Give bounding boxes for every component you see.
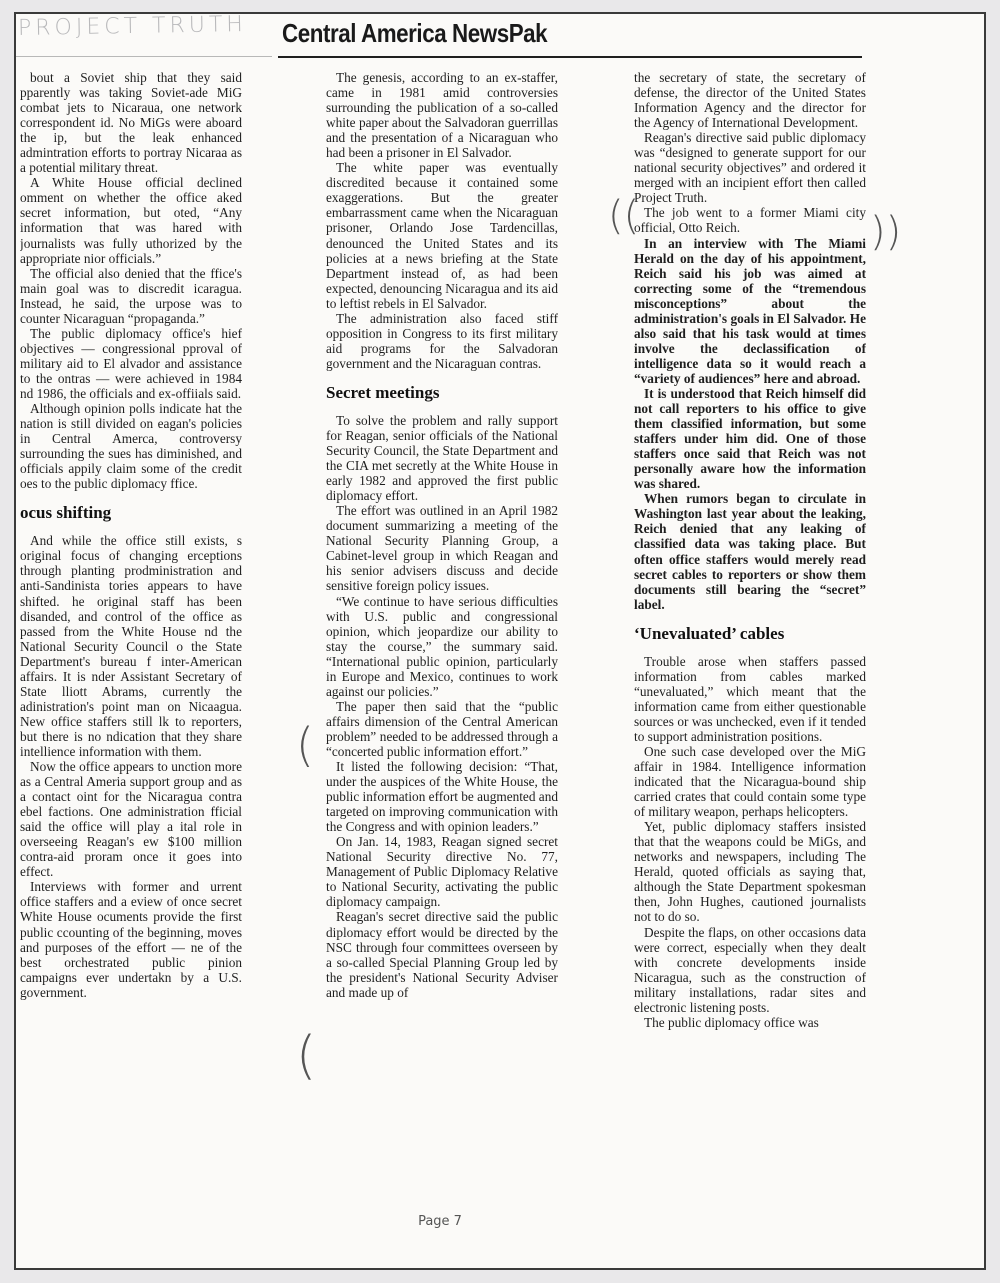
paragraph: The administration also faced stiff opposition in Congress to its first military aid programs for the Salvadoran government and the Nicaraguan contras. bbox=[326, 310, 558, 371]
paragraph: Reagan's secret directive said the public diplomacy effort would be directed by the NSC through four committees overseen by a so-called Special Planning Group led by the president's National Security Adviser and made up of bbox=[326, 909, 558, 1000]
paragraph: One such case developed over the MiG affair in 1984. Intelligence information indicated that the Nicaragua-bound ship carried crates that could contain some type of military weapon, perhaps helicopters. bbox=[634, 743, 866, 820]
paragraph: It is understood that Reich himself did not call reporters to his office to give them classified information, but some staffers under him did. One of those staffers once said that Reich was not personally aware how the information was shared. bbox=[634, 385, 866, 492]
paragraph: On Jan. 14, 1983, Reagan signed secret National Security directive No. 77, Management of Public Diplomacy Relative to National Security, activating the public diplomacy campaign. bbox=[326, 834, 558, 910]
paragraph: “We continue to have serious difficulties with U.S. public and congressional opinion, which jeopardize our ability to stay the course,” the summary said. “International public opinion, particularly in Europe and Mexico, continues to work against our policies.” bbox=[326, 593, 558, 699]
paragraph: In an interview with The Miami Herald on the day of his appointment, Reich said his job was aimed at correcting some of the “tremendous misconceptions” about the administration's goals in El Salvador. He also said that his task would at times involve the declassification of intelligence data so it would reach a “variety of audiences” here and abroad. bbox=[634, 235, 866, 386]
handwritten-bracket-left: (( bbox=[608, 193, 640, 239]
handwritten-bracket-directive: ( bbox=[296, 1026, 317, 1086]
paragraph: And while the office still exists, s original focus of changing erceptions through planting prodministration and anti-Sandinista tories appears to have shifted. he original staff has been disanded, and control of the office as passed from the White House nd the National Security Council o the State Department's bureau f inter-American affairs. It is nder Assistant Secretary of State lliott Abrams, currently the adinistration's point man on Nicaagua. New office staffers still lk to reporters, but there is no ndication that they share intellience information with them. bbox=[20, 533, 242, 759]
masthead-title: Central America NewsPak bbox=[282, 18, 548, 48]
paragraph: Yet, public diplomacy staffers insisted that that the weapons could be MiGs, and networks and newspapers, including The Herald, quoted officials as saying that, although the State Department spokesman then, John Hughes, cautioned journalists not to do so. bbox=[634, 819, 866, 925]
paragraph: When rumors began to circulate in Washington last year about the leaking, Reich denied that any leaking of classified data was taking place. But often office staffers would merely read secret cables to reporters or show them documents still bearing the “secret” label. bbox=[634, 491, 866, 612]
header-rule-left bbox=[16, 56, 272, 57]
paragraph: bout a Soviet ship that they said pparently was taking Soviet-ade MiG combat jets to Nicaraua, one network correspondent id. No MiGs were aboard the ip, but the leak enhanced admintration efforts to portray Nicaraa as a potential military threat. bbox=[20, 70, 242, 176]
paragraph: The public diplomacy office was bbox=[644, 1014, 819, 1030]
section-heading: ocus shifting bbox=[20, 503, 112, 523]
paragraph: Trouble arose when staffers passed information from cables marked “unevaluated,” which meant that the information came from either questionable sources or was unchecked, even if it tended to support administration positions. bbox=[634, 653, 866, 744]
paragraph: It listed the following decision: “That, under the auspices of the White House, the public information effort be augmented and targeted on improving communication with the Congress and with opinion leaders.” bbox=[326, 759, 558, 835]
section-heading: ‘Unevaluated’ cables bbox=[634, 623, 785, 643]
page-number: Page 7 bbox=[418, 1214, 462, 1229]
paragraph: Despite the flaps, on other occasions data were correct, especially when they dealt with concrete developments inside Nicaragua, such as the construction of military installations, radar sites and electronic listening posts. bbox=[634, 924, 866, 1015]
paragraph: Reagan's directive said public diplomacy was “designed to generate support for our national security objectives” and ordered it merged with an incipient effort then called Project Truth. bbox=[634, 130, 866, 206]
paragraph: the secretary of state, the secretary of defense, the director of the United States Information Agency and the director for the Agency of International Development. bbox=[634, 70, 866, 131]
section-heading: Secret meetings bbox=[326, 382, 440, 402]
header-rule bbox=[278, 56, 862, 58]
paragraph: The white paper was eventually discredited because it contained some exaggerations. But the greater embarrassment came when the Nicaraguan prisoner, Orlando Jose Tardencillas, denounced the United States and its policies at a news briefing at the State Department instead of, as had been expected, denouncing Nicaragua and its aid to leftist rebels in El Salvador. bbox=[326, 160, 558, 311]
paragraph: Now the office appears to unction more as a Central Ameria support group and as a contact oint for the Nicaragua contra ebel factions. One administration fficial said the office will play a ital role in overseeing Reagan's ew $100 million contra-aid proram once it goes into effect. bbox=[20, 759, 242, 880]
paragraph: A White House official declined omment on whether the office aked secret information, but oted, “Any information that was hared with journalists was fully uthorized by the appropriate nior officials.” bbox=[20, 175, 242, 266]
paragraph: The official also denied that the ffice's main goal was to discredit icaragua. Instead, he said, the urpose was to counter Nicaraguan “propaganda.” bbox=[20, 265, 242, 326]
paragraph: The job went to a former Miami city official, Otto Reich. bbox=[634, 205, 866, 236]
column-1 bbox=[20, 70, 242, 1190]
paragraph: The effort was outlined in an April 1982 document summarizing a meeting of the National Security Planning Group, a Cabinet-level group in which Reagan and his senior advisers discuss and decide sensitive foreign policy issues. bbox=[326, 503, 558, 594]
column-2 bbox=[326, 70, 558, 1200]
paragraph: The public diplomacy office's hief objectives — congressional pproval of military aid to El alvador and assistance to the ontras — were achieved in 1984 nd 1986, the officials and ex-offiials said. bbox=[20, 325, 242, 401]
paragraph: Interviews with former and urrent office staffers and a eview of once secret White House ocuments provide the first public ccounting of the beginning, moves and purposes of the effort — ne of the best orchestrated public pinion campaigns ever undertakn by a U.S. government. bbox=[20, 879, 242, 1000]
paragraph: The genesis, according to an ex-staffer, came in 1981 amid controversies surrounding the publication of a so-called white paper about the Salvadoran guerrillas and the presentation of a Nicaraguan who had been a prisoner in El Salvador. bbox=[326, 70, 558, 161]
paragraph: Although opinion polls indicate hat the nation is still divided on eagan's policies in Central Amerca, controversy surrounding the sues has diminished, and officials appily claim some of the credit oes to the public diplomacy ffice. bbox=[20, 401, 242, 492]
column-3 bbox=[634, 70, 866, 1200]
paragraph: To solve the problem and rally support for Reagan, senior officials of the National Security Council, the State Department and the CIA met secretly at the White House in early 1982 and approved the first public diplomacy effort. bbox=[326, 412, 558, 504]
paragraph: The paper then said that the “public affairs dimension of the Central American problem” needed to be addressed through a “concerted public information effort.” bbox=[326, 698, 558, 759]
handwritten-bracket-quote: ( bbox=[296, 718, 314, 772]
handwritten-bracket-right: )) bbox=[870, 209, 902, 255]
margin-handwriting: PROJECT TRUTH bbox=[17, 12, 248, 41]
